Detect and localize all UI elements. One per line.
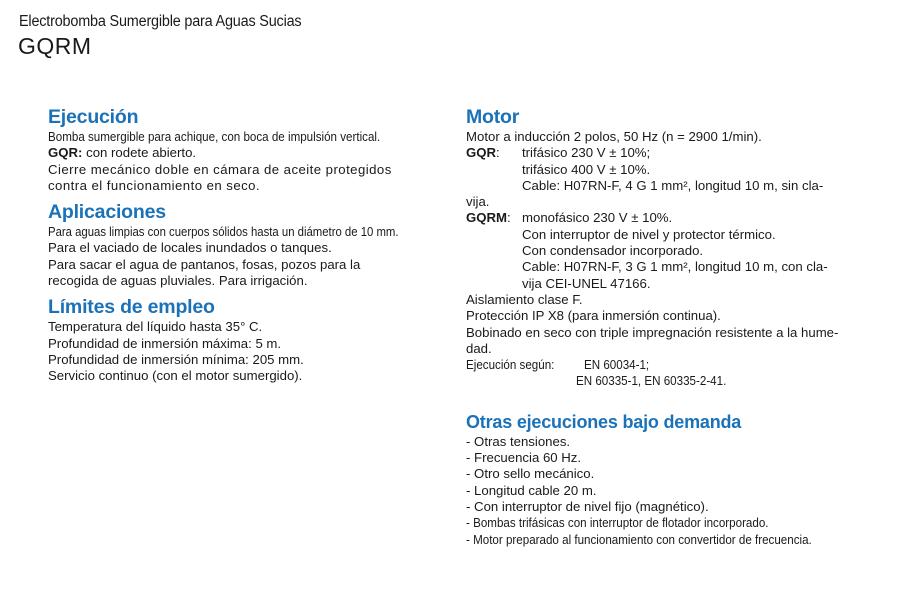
section-limites: [48, 295, 443, 384]
otras-item: - Otro sello mecánico.: [466, 466, 595, 482]
otras-item: - Motor preparado al funcionamiento con convertidor de frecuencia.: [466, 531, 812, 547]
ejecucion-line-3: Cierre mecánico doble en cámara de aceite protegidos: [48, 161, 392, 177]
motor-bobinado-2: dad.: [466, 340, 492, 356]
otras-item: - Con interruptor de nivel fijo (magnético).: [466, 498, 709, 514]
motor-aislamiento: Aislamiento clase F.: [466, 291, 583, 307]
section-aplicaciones: [48, 200, 443, 289]
limites-line: Temperatura del líquido hasta 35° C.: [48, 319, 263, 335]
limites-line: Profundidad de inmersión mínima: 205 mm.: [48, 351, 304, 367]
motor-gqrm-line-3: Con condensador incorporado.: [522, 243, 704, 259]
heading-motor: Motor: [466, 106, 520, 128]
ejecucion-line-2: GQR: con rodete abierto.: [48, 145, 197, 161]
aplicaciones-line: Para sacar el agua de pantanos, fosas, pozos para la: [48, 256, 361, 272]
section-ejecucion: [48, 105, 443, 194]
heading-aplicaciones: Aplicaciones: [48, 201, 166, 224]
left-column: [48, 105, 443, 391]
motor-gqr-label: GQR:: [466, 145, 500, 161]
heading-ejecucion: Ejecución: [48, 106, 139, 128]
otras-item: - Bombas trifásicas con interruptor de flotador incorporado.: [466, 515, 769, 531]
aplicaciones-line: Para el vaciado de locales inundados o tanques.: [48, 240, 332, 256]
document-subtitle: Electrobomba Sumergible para Aguas Sucias: [19, 13, 302, 30]
otras-item: - Longitud cable 20 m.: [466, 482, 597, 498]
section-otras: [466, 410, 856, 548]
limites-line: Profundidad de inmersión máxima: 5 m.: [48, 335, 282, 351]
model-title: GQRM: [18, 33, 92, 59]
limites-line: Servicio continuo (con el motor sumergido).: [48, 368, 303, 384]
otras-item: - Otras tensiones.: [466, 433, 571, 449]
section-motor: [466, 105, 856, 390]
motor-gqrm-line-2: Con interruptor de nivel y protector térmico.: [522, 226, 776, 242]
motor-gqrm-cable: Cable: H07RN-F, 3 G 1 mm², longitud 10 m, con cla-: [522, 259, 828, 275]
motor-gqrm-label: GQRM:: [466, 210, 511, 226]
motor-gqr-line-1: GQR: trifásico 230 V ± 10%;: [466, 145, 651, 161]
ejecucion-line-1: Bomba sumergible para achique, con boca de impulsión vertical.: [48, 129, 381, 144]
motor-ejecucion-segun: Ejecución según: EN 60034-1;: [466, 357, 650, 373]
motor-ejecucion-std-2: EN 60335-1, EN 60335-2-41.: [576, 373, 727, 389]
motor-gqr-line-2: trifásico 400 V ± 10%.: [522, 161, 651, 177]
motor-intro: Motor a inducción 2 polos, 50 Hz (n = 2900 1/min).: [466, 129, 762, 144]
heading-limites: Límites de empleo: [48, 296, 215, 319]
otras-item: - Frecuencia 60 Hz.: [466, 450, 582, 466]
motor-gqrm-cable-cont: vija CEI-UNEL 47166.: [522, 275, 651, 291]
motor-bobinado-1: Bobinado en seco con triple impregnación resistente a la hume-: [466, 324, 839, 340]
right-column: [466, 105, 856, 554]
motor-proteccion: Protección IP X8 (para inmersión continua).: [466, 308, 721, 324]
aplicaciones-line: recogida de aguas pluviales. Para irrigación.: [48, 273, 308, 289]
motor-gqrm-line-1: GQRM: monofásico 230 V ± 10%.: [466, 210, 673, 226]
motor-gqr-cable-cont: vija.: [466, 194, 490, 210]
gqr-label: GQR:: [48, 145, 83, 161]
heading-otras: Otras ejecuciones bajo demanda: [466, 411, 742, 432]
aplicaciones-line: Para aguas limpias con cuerpos sólidos hasta un diámetro de 10 mm.: [48, 224, 399, 240]
ejecucion-line-4: contra el funcionamiento en seco.: [48, 177, 261, 193]
motor-gqr-cable: Cable: H07RN-F, 4 G 1 mm², longitud 10 m, sin cla-: [522, 177, 824, 193]
